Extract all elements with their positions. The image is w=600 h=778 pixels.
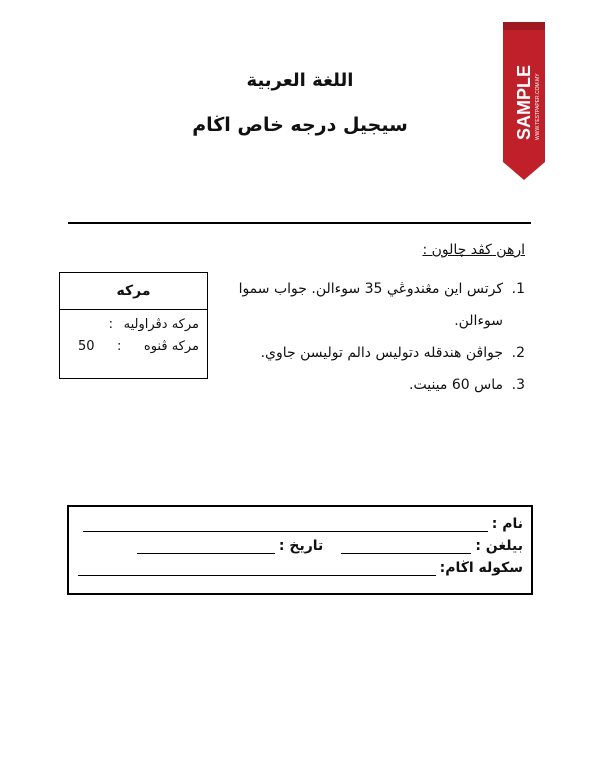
ribbon-url: WWW.TESTPAPER.COM.MY: [535, 73, 541, 140]
instruction-text: كرتس اين مڠندوڠي 35 سوءالن. جواب سموا سوءالن.: [238, 281, 503, 329]
score-obtained-value: [78, 314, 98, 336]
score-full-row: [60, 336, 207, 358]
page-title: اللغة العربية: [246, 70, 354, 91]
instruction-item: [225, 273, 525, 337]
class-label: بيلغن :: [475, 538, 523, 554]
class-field[interactable]: [341, 537, 471, 554]
instruction-text: ماس 60 مينيت.: [409, 377, 503, 393]
name-field[interactable]: [83, 515, 488, 532]
instruction-number: 1.: [511, 281, 525, 297]
instructions-heading: ارهن كڤد چالون :: [422, 242, 525, 258]
instruction-number: 2.: [511, 345, 525, 361]
class-date-row: [133, 537, 523, 554]
page-subtitle: سيجيل درجه خاص اڬام: [192, 114, 408, 136]
sample-ribbon: [503, 22, 545, 182]
instruction-item: [225, 337, 525, 369]
score-obtained-label: مركه دڤراوليه: [123, 317, 199, 332]
date-label: تاريخ :: [278, 538, 324, 554]
score-obtained-sep: :: [108, 317, 114, 332]
school-field[interactable]: [78, 559, 436, 576]
score-full-value: 50: [78, 339, 95, 354]
score-full-label: مركه ڤنوه: [143, 339, 199, 354]
name-label: نام :: [491, 516, 523, 532]
instruction-item: [225, 369, 525, 401]
score-full-sep: :: [117, 339, 122, 354]
score-obtained-row: [60, 314, 207, 336]
score-heading: مركه: [60, 273, 207, 310]
school-label: سکوله اڬام:: [439, 560, 523, 576]
name-row: [79, 515, 523, 532]
student-info-box: [67, 505, 533, 595]
instructions-list: [225, 273, 525, 401]
school-row: [74, 559, 523, 576]
score-box: [59, 272, 208, 379]
ribbon-label: SAMPLE: [514, 64, 534, 140]
date-field[interactable]: [137, 537, 275, 554]
instruction-text: جواڤن هندقله دتوليس دالم توليسن جاوي.: [260, 345, 503, 361]
instruction-number: 3.: [511, 377, 525, 393]
header-divider: [68, 222, 531, 224]
